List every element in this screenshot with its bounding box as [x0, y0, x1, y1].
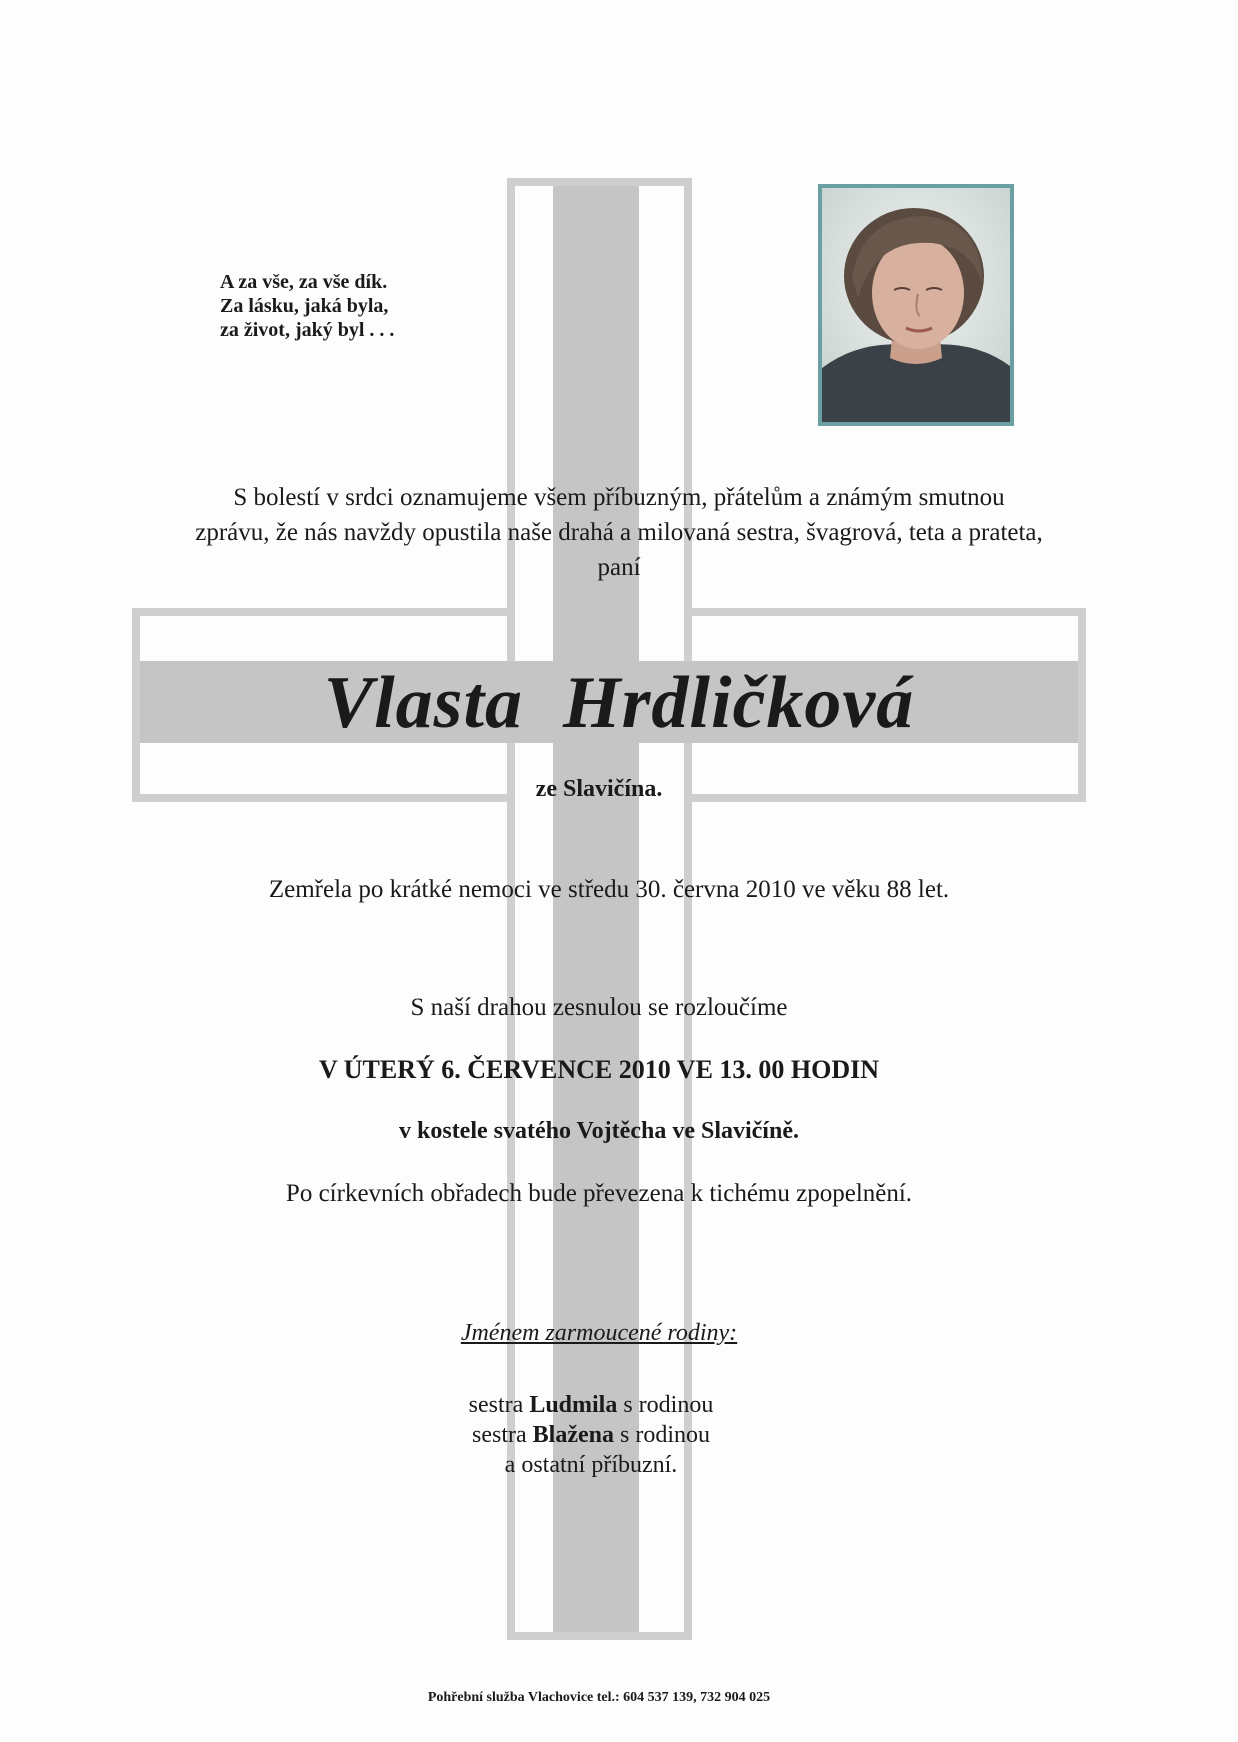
announcement-line: zprávu, že nás navždy opustila naše drahá a milovaná sestra, švagrová, teta a prateta, [195, 519, 1043, 546]
motto-line: Za lásku, jaká byla, [220, 295, 389, 317]
announcement-line: S bolestí v srdci oznamujeme všem příbuzným, přátelům a známým smutnou [233, 484, 1005, 511]
farewell-intro: S naší drahou zesnulou se rozloučíme [410, 994, 788, 1021]
portrait-photo [818, 184, 1014, 426]
deceased-last-name: Hrdličková [563, 662, 915, 744]
announcement [0, 480, 1238, 585]
funeral-place: v kostele svatého Vojtěcha ve Slavičíně. [399, 1118, 799, 1144]
motto-line: A za vše, za vše dík. [220, 271, 388, 293]
motto-line: za život, jaký byl . . . [220, 319, 395, 341]
funeral-service-footer: Pohřební služba Vlachovice tel.: 604 537 139, 732 904 025 [427, 1690, 771, 1705]
signer-line [0, 1420, 1182, 1450]
cremation-note: Po církevních obřadech bude převezena k tichému zpopelnění. [285, 1180, 913, 1207]
signer-prefix: sestra [468, 1392, 530, 1418]
signer-others: a ostatní příbuzní. [504, 1452, 678, 1478]
deceased-origin: ze Slavičína. [535, 776, 663, 802]
motto [220, 270, 394, 342]
announcement-line: paní [597, 554, 641, 581]
signer-prefix: sestra [472, 1422, 533, 1448]
signer-suffix: s rodinou [617, 1392, 714, 1418]
signer-name: Ludmila [529, 1392, 618, 1418]
signer-line [0, 1390, 1182, 1420]
death-notice: Zemřela po krátké nemoci ve středu 30. června 2010 ve věku 88 let. [268, 876, 950, 903]
signers-list [0, 1390, 1182, 1480]
on-behalf-heading: Jménem zarmoucené rodiny: [460, 1320, 738, 1346]
portrait-illustration [822, 188, 1010, 422]
deceased-name [0, 660, 1238, 746]
deceased-first-name: Vlasta [323, 662, 524, 744]
signer-suffix: s rodinou [613, 1422, 710, 1448]
signer-name: Blažena [532, 1422, 614, 1448]
funeral-datetime: V ÚTERÝ 6. ČERVENCE 2010 VE 13. 00 HODIN [318, 1055, 880, 1084]
